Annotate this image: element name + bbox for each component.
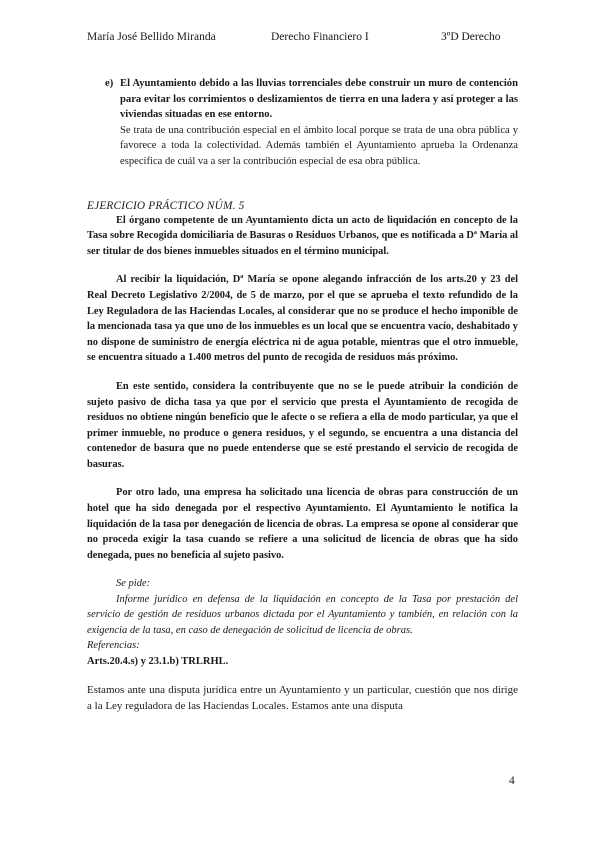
header-subject: Derecho Financiero I [271, 31, 369, 43]
list-item-e [87, 76, 518, 170]
exercise-paragraph-3: En este sentido, considera la contribuyente que no se le puede atribuir la condición de sujeto pasivo de dicha tasa ya que por el servicio que presta el Ayuntamiento de recogida de residuos no obtiene ningún beneficio que le afecte o se refiera a ella de modo particular, ya que el primer inmueble, no produce o genera residuos, y el segundo, se encuentra a una distancia del contenedor de basura que no puede entenderse que se esté prestando el servicio de recogida de basuras. [87, 380, 518, 470]
document-body [87, 76, 518, 714]
item-e-question: El Ayuntamiento debido a las lluvias torrenciales debe construir un muro de contención para evitar los corrimientos o deslizamientos de tierra en una ladera y así proteger a las viviendas situadas en ese entorno. [120, 78, 518, 121]
se-pide-text: Informe jurídico en defensa de la liquidación en concepto de la Tasa por prestación del servicio de gestión de residuos urbanos dictada por el Ayuntamiento y también, en relación con la exigencia de la tasa, en caso de denegación de solicitud de licencia de obras. [87, 593, 518, 636]
header-author: María José Bellido Miranda [87, 31, 216, 43]
referenced-articles: Arts.20.4.s) y 23.1.b) TRLRHL. [87, 655, 229, 667]
list-marker: e) [105, 78, 114, 89]
item-e-answer: Se trata de una contribución especial en el ámbito local porque se trata de una obra pública y favorece a toda la colectividad. Además también el Ayuntamiento aprueba la Ordenanza específica de cuál va a ser la contribución especial de esa obra pública. [120, 124, 518, 167]
exercise-paragraph-2: Al recibir la liquidación, Dª María se opone alegando infracción de los arts.20 y 23 del Real Decreto Legislativo 2/2004, de 5 de marzo, por el que se aprueba el texto refundido de la Ley Reguladora de las Haciendas Locales, al considerar que no se produce el hecho imponible de la mencionada tasa ya que uno de los inmuebles es un local que se encuentra vacío, deshabitado y no dispone de suministro de energía eléctrica ni de agua potable, mientras que el otro inmueble, se encuentra situado a 1.400 metros del punto de recogida de residuos más próximo. [87, 274, 518, 364]
header-course: 3ºD Derecho [441, 31, 501, 43]
page-number: 4 [509, 775, 515, 787]
exercise-title: EJERCICIO PRÁCTICO NÚM. 5 [87, 199, 245, 212]
referencias-label: Referencias: [87, 640, 140, 652]
exercise-paragraph-4: Por otro lado, una empresa ha solicitado una licencia de obras para construcción de un hotel que ha sido denegada por el respectivo Ayuntamiento. El Ayuntamiento le notifica la liquidación de la tasa por denegación de licencia de obras. La empresa se opone al considerar que no proceda exigir la tasa cuando se refiere a una solicitud de licencia de obras que ha sido denegada, pues no beneficia al sujeto pasivo. [87, 487, 518, 561]
exercise-paragraph-1: El órgano competente de un Ayuntamiento dicta un acto de liquidación en concepto de la Tasa sobre Recogida domiciliaria de Basuras o Residuos Urbanos, que es notificada a Dª María al ser titular de dos bienes inmuebles situados en el término municipal. [87, 214, 518, 257]
se-pide-label: Se pide: [116, 578, 151, 590]
final-paragraph: Estamos ante una disputa jurídica entre un Ayuntamiento y un particular, cuestión que nos dirige a la Ley reguladora de las Haciendas Locales. Estamos ante una disputa [87, 684, 518, 713]
